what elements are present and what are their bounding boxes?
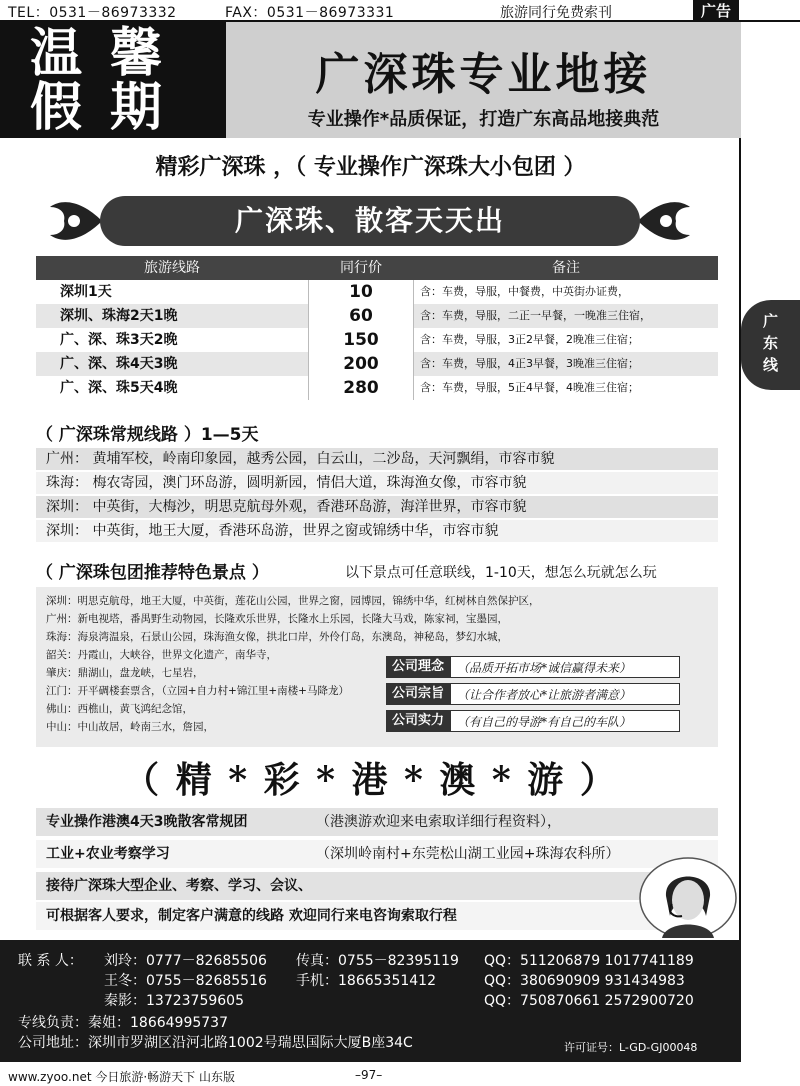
note-cell: 含：车费，导服，中餐费，中英街办证费，	[414, 280, 718, 304]
route-cell: 广、深、珠5天4晚	[36, 376, 308, 400]
ops-note: （港澳游欢迎来电索取详细行程资料），	[316, 814, 561, 830]
price-cell: 60	[308, 304, 414, 328]
feature-line: 江门：开平碉楼套票含，（立园+自力村+锦江里+南楼+马降龙）	[46, 685, 349, 697]
feature-line: 肇庆：鼎湖山，盘龙峡，七星岩，	[46, 667, 204, 679]
ops-row	[36, 808, 718, 836]
contact-footer	[0, 940, 741, 1062]
col-note-header: 备注	[414, 256, 718, 280]
note-cell: 含：车费，导服，4正3早餐，3晚准三住宿；	[414, 352, 718, 376]
price-cell: 200	[308, 352, 414, 376]
logo-char-4: 期	[110, 77, 163, 138]
col-route-header: 旅游线路	[36, 256, 308, 280]
banner-daily-departure: 广深珠、散客天天出	[100, 196, 640, 246]
table-row	[36, 376, 718, 400]
contact-mobile: 手机：18665351412	[296, 973, 436, 989]
ornament-right-icon	[636, 193, 696, 249]
route-cell: 广、深、珠3天2晚	[36, 328, 308, 352]
route-cell: 深圳1天	[36, 280, 308, 304]
routes-title: （ 广深珠常规线路 ）1—5天	[36, 425, 259, 445]
company-value: （有自己的导游*有自己的车队）	[450, 710, 680, 732]
feature-line: 广州：新电视塔，番禺野生动物园，长隆欢乐世界，长隆水上乐园，长隆大马戏，陈家祠，宝墨园，	[46, 613, 508, 625]
license-number: 许可证号：L-GD-GJ00048	[564, 1041, 698, 1054]
ops-note: （深圳岭南村+东莞松山湖工业园+珠海农科所）	[316, 846, 620, 862]
side-tab-guangdong	[741, 300, 800, 390]
features-title: （ 广深珠包团推荐特色景点 ）	[36, 563, 269, 583]
ops-text: 接待广深珠大型企业、考察、学习、会议、	[46, 878, 312, 894]
page-subtitle: 专业操作*品质保证，打造广东高品地接典范	[307, 109, 660, 130]
route-item: 广州： 黄埔军校，岭南印象园，越秀公园，白云山，二沙岛，天河飘绢，市容市貌	[36, 448, 718, 470]
line-lead: 专线负责：秦姐：18664995737	[18, 1015, 228, 1031]
page-title: 广深珠专业地接	[315, 49, 652, 100]
ops-text: 工业+农业考察学习	[46, 846, 170, 862]
ops-row	[36, 872, 718, 900]
price-table	[36, 256, 718, 400]
slogan: 精彩广深珠 ，（ 专业操作广深珠大小包团 ）	[155, 155, 586, 180]
table-row	[36, 352, 718, 376]
note-cell: 含：车费，导服，3正2早餐，2晚准三住宿；	[414, 328, 718, 352]
contact-person: 秦影：13723759605	[104, 993, 244, 1009]
feature-line: 珠海：海泉湾温泉，石景山公园，珠海渔女像，拱北口岸，外伶仃岛，东澳岛，神秘岛，梦幻水城，	[46, 631, 508, 643]
features-note: 以下景点可任意联线，1-10天，想怎么玩就怎么玩	[345, 565, 657, 581]
note-cell: 含：车费，导服，5正4早餐，4晚准三住宿；	[414, 376, 718, 400]
contact-qq: QQ：750870661 2572900720	[484, 993, 694, 1009]
route-item: 深圳： 中英街，地王大厦，香港环岛游，世界之窗或锦绣中华，市容市貌	[36, 520, 718, 542]
ops-text: 专业操作港澳4天3晚散客常规团	[46, 814, 248, 830]
contact-qq: QQ：380690909 931434983	[484, 973, 685, 989]
contact-label: 联 系 人：	[18, 953, 83, 969]
company-value: （品质开拓市场*诚信赢得未来）	[450, 656, 680, 678]
contact-person: 王冬：0755－82685516	[104, 973, 267, 989]
price-cell: 280	[308, 376, 414, 400]
ad-badge: 广告	[693, 0, 739, 22]
route-cell: 深圳、珠海2天1晚	[36, 304, 308, 328]
note-cell: 含：车费，导服，二正一早餐，一晚准三住宿，	[414, 304, 718, 328]
price-cell: 10	[308, 280, 414, 304]
table-row	[36, 280, 718, 304]
site-footer: www.zyoo.net 今日旅游·畅游天下 山东版	[8, 1070, 235, 1084]
page-number: –97–	[355, 1068, 383, 1082]
logo-char-2: 馨	[110, 23, 163, 84]
company-value: （让合作者放心*让旅游者满意）	[450, 683, 680, 705]
route-item: 深圳： 中英街，大梅沙，明思克航母外观，香港环岛游，海洋世界，市容市貌	[36, 496, 718, 518]
company-mission	[386, 683, 716, 705]
ops-row	[36, 902, 718, 930]
ops-text: 可根据客人要求，制定客户满意的线路 欢迎同行来电咨询索取行程	[46, 908, 457, 924]
feature-line: 深圳：明思克航母，地王大厦，中英街，莲花山公园，世界之窗，园博园，锦绣中华，红树林自然保护区，	[46, 595, 540, 607]
side-tab-char: 东	[762, 334, 778, 352]
feature-line: 中山：中山故居，岭南三水，詹园，	[46, 721, 214, 733]
price-cell: 150	[308, 328, 414, 352]
side-tab-char: 广	[762, 312, 778, 330]
brand-logo	[0, 22, 226, 138]
feature-line: 韶关：丹霞山，大峡谷，世界文化遗产，南华寺，	[46, 649, 277, 661]
route-item: 珠海： 梅农寄园，澳门环岛游，圆明新园，情侣大道，珠海渔女像，市容市貌	[36, 472, 718, 494]
fax-number: FAX：0531－86973331	[225, 5, 395, 21]
company-address: 公司地址：深圳市罗湖区沿河北路1002号瑞思国际大厦B座34C	[18, 1035, 413, 1051]
company-strength	[386, 710, 716, 732]
table-header	[36, 256, 718, 280]
top-bar	[0, 0, 800, 22]
tel-number: TEL：0531－86973332	[8, 5, 177, 21]
table-row	[36, 304, 718, 328]
route-cell: 广、深、珠4天3晚	[36, 352, 308, 376]
logo-char-1: 温	[30, 23, 83, 84]
contact-fax: 传真：0755－82395119	[296, 953, 459, 969]
contact-person: 刘玲：0777－82685506	[104, 953, 267, 969]
company-philosophy	[386, 656, 716, 678]
ops-row	[36, 840, 718, 868]
page-bottom	[0, 1064, 800, 1086]
magazine-label: 旅游同行免费索刊	[500, 5, 612, 21]
table-row	[36, 328, 718, 352]
ornament-left-icon	[44, 193, 104, 249]
company-key: 公司实力	[386, 710, 450, 732]
side-tab-char: 线	[762, 356, 778, 374]
customer-service-avatar-icon	[636, 856, 740, 938]
company-key: 公司理念	[386, 656, 450, 678]
logo-char-3: 假	[30, 77, 83, 138]
feature-line: 佛山：西樵山，黄飞鸿纪念馆，	[46, 703, 193, 715]
col-price-header: 同行价	[308, 256, 414, 280]
company-key: 公司宗旨	[386, 683, 450, 705]
hk-macau-heading: （ 精 * 彩 * 港 * 澳 * 游 ）	[123, 759, 618, 801]
contact-qq: QQ：511206879 1017741189	[484, 953, 694, 969]
